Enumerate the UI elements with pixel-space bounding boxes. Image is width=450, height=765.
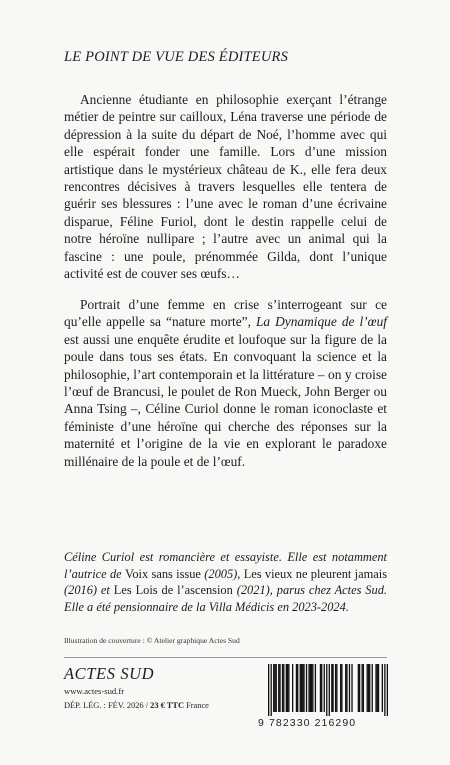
legal-deposit-price xyxy=(64,701,209,710)
barcode-bar xyxy=(302,664,303,712)
barcode-bar xyxy=(271,664,272,716)
price: 23 € TTC xyxy=(150,701,184,710)
barcode-bar xyxy=(303,664,304,712)
barcode-bar xyxy=(351,664,352,712)
barcode-bar xyxy=(358,664,359,712)
barcode-bar xyxy=(283,664,284,712)
barcode-bar xyxy=(310,664,311,712)
barcode-bar xyxy=(292,664,293,712)
barcode-bar xyxy=(331,664,332,712)
bio-book-3: Les Lois de l’ascension xyxy=(113,583,233,598)
barcode-bar xyxy=(346,664,347,712)
barcode-bar xyxy=(282,664,283,712)
presentation-paragraph xyxy=(64,296,387,470)
barcode-bar xyxy=(297,664,298,712)
barcode-bar xyxy=(336,664,337,712)
book-title: La Dynamique de l’œuf xyxy=(255,314,387,330)
barcode-bar xyxy=(268,664,269,716)
barcode-bar xyxy=(287,664,288,712)
bio-text-end: (2021), parus chez Actes Sud. Elle a été pensionnaire de la Villa Médicis en 2023-2024. xyxy=(64,583,387,614)
barcode-bar xyxy=(377,664,378,712)
publisher-website: www.actes-sud.fr xyxy=(64,686,125,696)
presentation-text-end: est aussi une enquête érudite et loufoque sur la figure de la poule dans tous ses états. En convoquant la science et la philosophie, l’art contemporain et la littérature – on y croise l’œuf de Brancusi, le poulet de Ron Mueck, John Berger ou Anna Tsing –, Céline Curiol donne le roman iconoclaste et féministe d’une héroïne qui cherche des réponses sur la maternité et l’origine de la vie en explorant le paradoxe millénaire de la poule et de l’œuf. xyxy=(64,331,387,469)
barcode-bar xyxy=(320,664,321,712)
barcode-bar xyxy=(321,664,322,712)
barcode-bar xyxy=(288,664,289,712)
barcode-bar xyxy=(329,664,330,716)
barcode-bar xyxy=(378,664,379,712)
barcode-bar xyxy=(311,664,312,712)
barcode-bar xyxy=(278,664,279,712)
barcode-bar xyxy=(300,664,301,712)
publisher-logo: ACTES SUD xyxy=(64,664,155,683)
barcode-bar xyxy=(341,664,342,712)
barcode-bar xyxy=(372,664,373,712)
barcode-bar xyxy=(384,664,385,716)
bio-book-1: Voix sans issue xyxy=(125,566,201,581)
barcode-bar xyxy=(301,664,302,712)
barcode-bar xyxy=(306,664,307,712)
bio-year-2: (2016) et xyxy=(64,583,114,598)
barcode-bar xyxy=(369,664,370,712)
barcode-bar xyxy=(368,664,369,712)
synopsis-paragraph xyxy=(64,91,387,282)
barcode-bar xyxy=(332,664,333,712)
author-bio xyxy=(64,549,387,615)
barcode-bar xyxy=(345,664,346,712)
barcode-bar xyxy=(276,664,277,712)
presentation-text-start: Portrait d’une femme en crise s’interrogeant sur ce qu’elle appelle sa “nature morte”, xyxy=(64,297,387,330)
barcode-bar xyxy=(375,664,376,712)
synopsis-text: Ancienne étudiante en philosophie exerçant l’étrange métier de peintre sur cailloux, Léna traverse une période de dépression à la suite du départ de Noé, l’homme avec qui elle espérait fonder une famille. Lors d’une mission artistique dans le mystérieux château de K., elle fera deux rencontres décisives à travers lesquelles elle tentera de guérir ses blessures : l’une avec le roman d’une écrivaine disparue, Féline Furiol, dont le destin rappelle celui de notre héroïne nullipare ; l’autre avec un animal qui la fascine : une poule, prénommée Gilda, dont l’unique activité est de couver ses œufs… xyxy=(64,92,387,282)
price-country: France xyxy=(184,701,209,710)
barcode-bar xyxy=(387,664,388,716)
barcode-bar xyxy=(326,664,327,716)
bio-text-1: Céline Curiol est romancière et essayiste. Elle est notamment l’autrice de xyxy=(64,550,387,581)
barcode-bar xyxy=(274,664,275,712)
barcode-bar xyxy=(359,664,360,712)
barcode-bar xyxy=(367,664,368,712)
bio-year-1: (2005), xyxy=(200,566,244,581)
barcode-bar xyxy=(349,664,350,712)
barcode-bar xyxy=(361,664,362,712)
barcode-bar xyxy=(340,664,341,712)
barcode-bars xyxy=(268,664,388,716)
barcode-bar xyxy=(324,664,325,712)
divider xyxy=(64,657,387,658)
barcode-bar xyxy=(382,664,383,712)
section-heading: LE POINT DE VUE DES ÉDITEURS xyxy=(64,49,289,65)
barcode-bar xyxy=(286,664,287,712)
barcode-bar xyxy=(335,664,336,712)
barcode-bar xyxy=(308,664,309,712)
barcode-bar xyxy=(363,664,364,712)
barcode-bar xyxy=(296,664,297,712)
barcode-bar xyxy=(273,664,274,712)
barcode-bar xyxy=(315,664,316,712)
bio-book-2: Les vieux ne pleurent jamais xyxy=(243,566,388,581)
barcode-bar xyxy=(279,664,280,712)
barcode-bar xyxy=(312,664,313,712)
cover-illustration-credit: Illustration de couverture : © Atelier graphique Actes Sud xyxy=(64,636,240,645)
legal-deposit: DÉP. LÉG. : FÉV. 2026 / xyxy=(64,701,151,710)
isbn-number: 9 782330 216290 xyxy=(258,717,357,729)
